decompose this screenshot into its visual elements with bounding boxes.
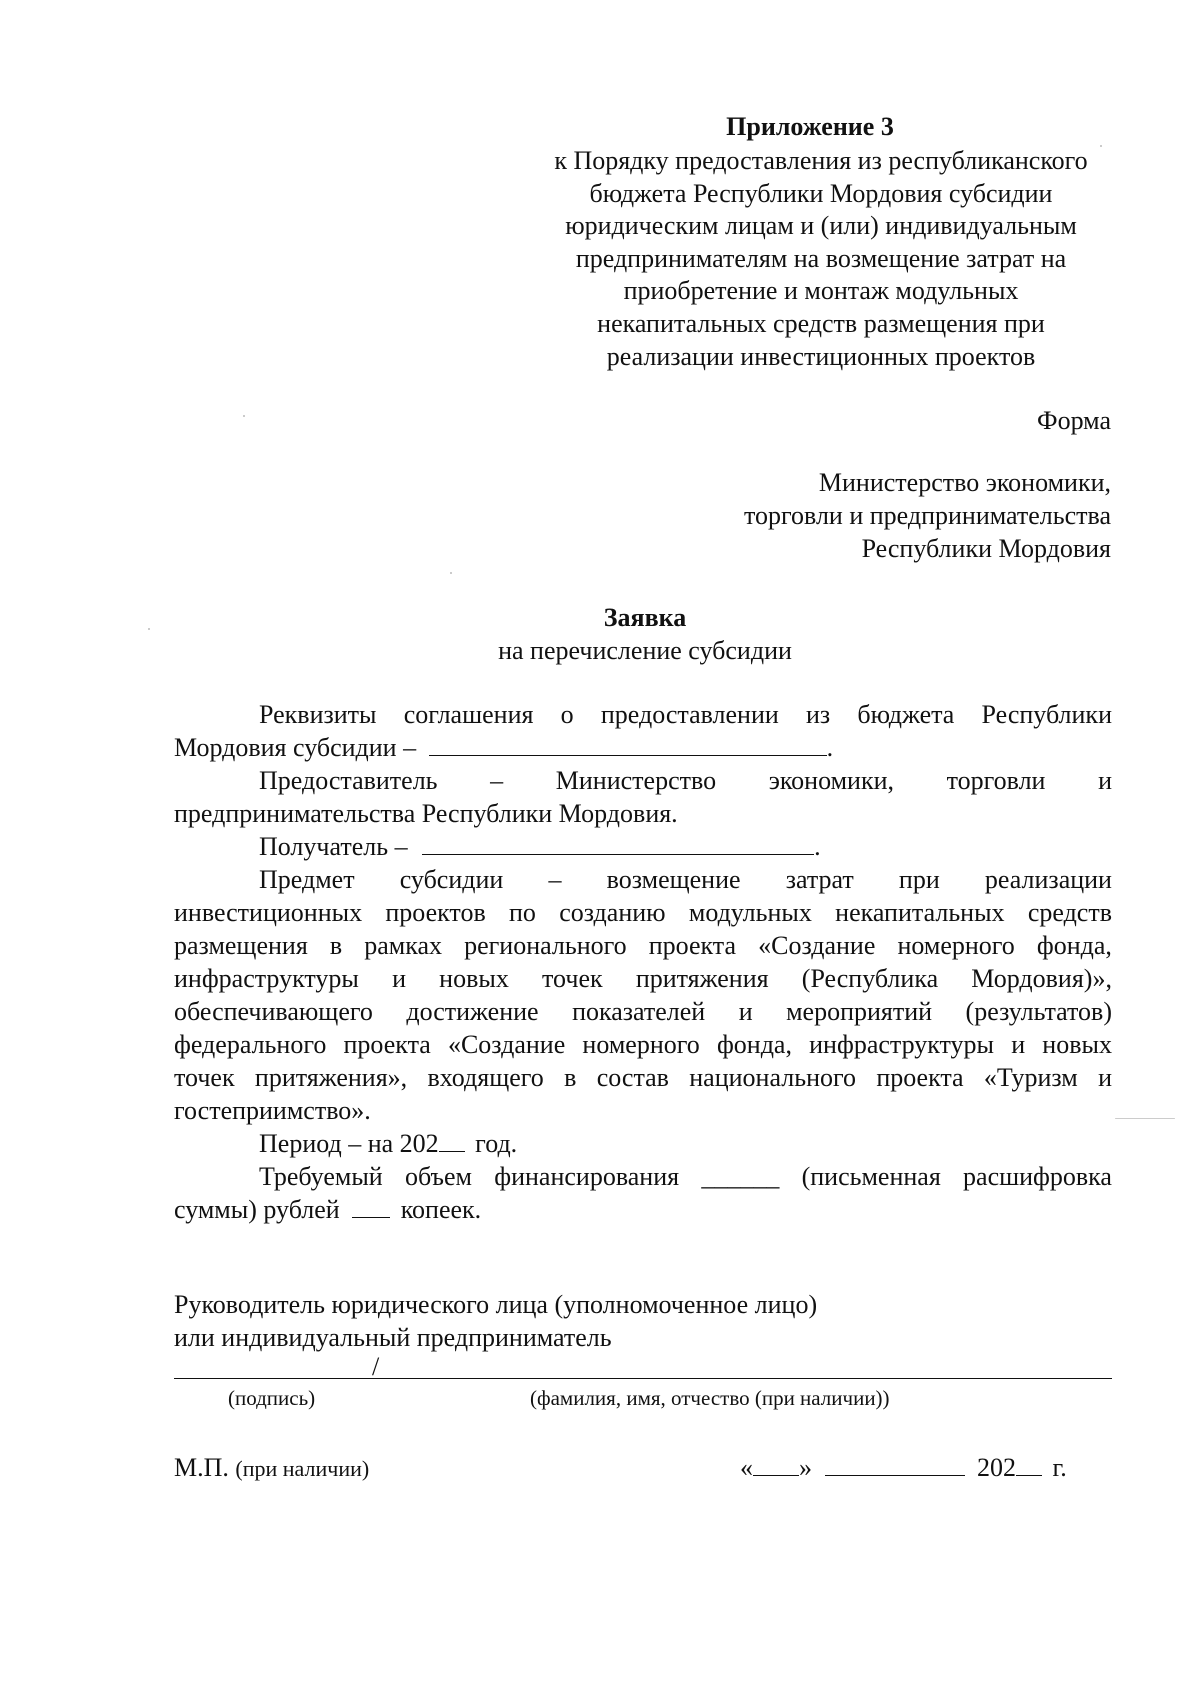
word: проектов — [385, 898, 486, 927]
word: средств — [1027, 898, 1112, 927]
subject-line — [174, 929, 1112, 962]
agreement-details-field[interactable] — [429, 731, 827, 756]
word: Реквизиты — [259, 700, 377, 729]
subject-line — [174, 1028, 1112, 1061]
signature-field[interactable] — [174, 1376, 1112, 1379]
subject-line-1 — [174, 863, 1112, 896]
funding-kopecks-label: копеек. — [400, 1195, 482, 1224]
funding-line-1 — [174, 1160, 1112, 1193]
word: новых — [1042, 1030, 1112, 1059]
word: созданию — [559, 898, 666, 927]
signature-separator: / — [372, 1352, 380, 1381]
recipient-block — [744, 466, 1111, 565]
subject-line — [174, 962, 1112, 995]
appendix-description — [530, 145, 1112, 373]
word: предоставлении — [600, 700, 779, 729]
word: проекта — [876, 1063, 964, 1092]
appendix-line: некапитальных средств размещения при — [597, 308, 1045, 338]
period-mark: . — [814, 832, 821, 861]
signatory-line-2: или индивидуальный предприниматель — [174, 1323, 612, 1352]
word: субсидии — [399, 865, 504, 894]
agreement-label: Мордовия субсидии – — [174, 733, 417, 762]
scan-speck — [148, 628, 150, 630]
scan-speck — [1115, 1118, 1175, 1119]
word: инвестиционных — [174, 898, 363, 927]
period-year-field[interactable] — [439, 1127, 465, 1152]
agreement-line-2 — [174, 731, 1112, 764]
word: Мордовия)», — [971, 964, 1112, 993]
word: притяжения — [635, 964, 769, 993]
appendix-line: приобретение и монтаж модульных — [623, 276, 1019, 306]
subject-line-last: гостеприимство». — [174, 1096, 371, 1125]
word: проекта — [343, 1030, 431, 1059]
recipient-line: Республики Мордовия — [861, 534, 1111, 563]
word: состав — [596, 1063, 669, 1092]
period-suffix: год. — [475, 1129, 518, 1158]
word: объем — [404, 1162, 472, 1191]
word: затрат — [785, 865, 854, 894]
word: по — [509, 898, 536, 927]
word: и — [1011, 1030, 1026, 1059]
stamp-placeholder — [174, 1451, 369, 1485]
word: номерного — [582, 1030, 700, 1059]
word: мероприятий — [786, 997, 933, 1026]
date-close-quote: » — [799, 1453, 812, 1482]
word: входящего — [427, 1063, 544, 1092]
subject-line — [174, 995, 1112, 1028]
date-line — [740, 1451, 1067, 1484]
day-field[interactable] — [753, 1451, 799, 1476]
word: (Республика — [801, 964, 939, 993]
word: фонда, — [1036, 931, 1112, 960]
word: точек — [542, 964, 603, 993]
word: национального — [689, 1063, 856, 1092]
word: достижение — [406, 997, 539, 1026]
recipient-line: торговли и предпринимательства — [743, 501, 1111, 530]
word: и — [1098, 766, 1112, 795]
word: «Создание — [758, 931, 876, 960]
year-field[interactable] — [1016, 1451, 1042, 1476]
word: размещения — [174, 931, 308, 960]
word: расшифровка — [963, 1162, 1112, 1191]
word: в — [564, 1063, 577, 1092]
recipient-line: Министерство экономики, — [818, 468, 1111, 497]
word: – — [548, 865, 562, 894]
word: точек — [174, 1063, 235, 1092]
application-body — [174, 698, 1112, 1226]
year-prefix: 202 — [977, 1453, 1016, 1482]
word: в — [329, 931, 343, 960]
word: показателей — [572, 997, 706, 1026]
word: (письменная — [801, 1162, 941, 1191]
appendix-line: к Порядку предоставления из республиканского — [554, 146, 1088, 175]
name-caption: (фамилия, имя, отчество (при наличии)) — [530, 1386, 890, 1410]
word: Предмет — [259, 865, 355, 894]
appendix-line: реализации инвестиционных проектов — [606, 341, 1036, 371]
scan-speck — [1100, 145, 1102, 147]
stamp-note: (при наличии) — [235, 1456, 370, 1481]
period-mark: . — [826, 733, 834, 762]
word: Требуемый — [259, 1162, 383, 1191]
signature-caption: (подпись) — [228, 1386, 316, 1410]
word: возмещение — [606, 865, 741, 894]
word: при — [898, 865, 940, 894]
document-title: Заявка — [603, 603, 687, 632]
word: финансирования — [494, 1162, 680, 1191]
appendix-title: Приложение 3 — [726, 112, 894, 141]
word: инфраструктуры — [174, 964, 359, 993]
word: о — [560, 700, 574, 729]
word: реализации — [984, 865, 1112, 894]
word: модульных — [688, 898, 812, 927]
word: и — [738, 997, 753, 1026]
word: федерального — [174, 1030, 327, 1059]
date-open-quote: « — [740, 1453, 753, 1482]
word: притяжения», — [254, 1063, 408, 1092]
word: обеспечивающего — [174, 997, 373, 1026]
word: и — [392, 964, 406, 993]
word: Предоставитель — [259, 766, 438, 795]
word: «Туризм — [983, 1063, 1078, 1092]
year-suffix: г. — [1052, 1453, 1067, 1482]
provider-line-1 — [174, 764, 1112, 797]
word: соглашения — [403, 700, 534, 729]
word: проекта — [648, 931, 737, 960]
word: бюджета — [857, 700, 955, 729]
word: некапитальных — [835, 898, 1005, 927]
word: – — [490, 766, 504, 795]
word: номерного — [897, 931, 1015, 960]
signature-block — [174, 1288, 817, 1354]
word: (результатов) — [965, 997, 1112, 1026]
word: «Создание — [447, 1030, 566, 1059]
appendix-line: бюджета Республики Мордовия субсидии — [589, 178, 1053, 208]
word: торговли — [946, 766, 1046, 795]
word: рамках — [364, 931, 443, 960]
word: новых — [439, 964, 509, 993]
signatory-line-1: Руководитель юридического лица (уполномоченное лицо) — [174, 1290, 818, 1319]
subject-line — [174, 896, 1112, 929]
provider-line-2: предпринимательства Республики Мордовия. — [174, 799, 678, 828]
document-subtitle: на перечисление субсидии — [498, 636, 792, 665]
period-label: Период – на 202 — [259, 1129, 439, 1158]
scan-speck — [243, 415, 245, 417]
word: фонда, — [716, 1030, 792, 1059]
funding-amount-field[interactable]: ______ — [701, 1162, 780, 1191]
word: из — [806, 700, 831, 729]
word: инфраструктуры — [809, 1030, 995, 1059]
word: Министерство — [555, 766, 717, 795]
period-line — [174, 1127, 1112, 1160]
kopecks-field[interactable] — [352, 1193, 390, 1218]
subject-line — [174, 1061, 1112, 1094]
funding-rubles-label: суммы) рублей — [174, 1195, 340, 1224]
month-field[interactable] — [825, 1451, 965, 1476]
word: экономики, — [768, 766, 894, 795]
receiver-line — [174, 830, 1112, 863]
scan-speck — [450, 572, 452, 574]
receiver-label: Получатель – — [259, 832, 408, 861]
word: регионального — [464, 931, 627, 960]
appendix-line: юридическим лицам и (или) индивидуальным — [565, 211, 1077, 241]
word: и — [1098, 1063, 1112, 1092]
receiver-field[interactable] — [422, 830, 814, 855]
agreement-line-1 — [174, 698, 1112, 731]
stamp-label: М.П. — [174, 1453, 229, 1482]
word: Республики — [981, 700, 1112, 729]
appendix-line: предпринимателям на возмещение затрат на — [575, 243, 1067, 273]
form-label: Форма — [1037, 406, 1111, 435]
funding-line-2 — [174, 1193, 1112, 1226]
